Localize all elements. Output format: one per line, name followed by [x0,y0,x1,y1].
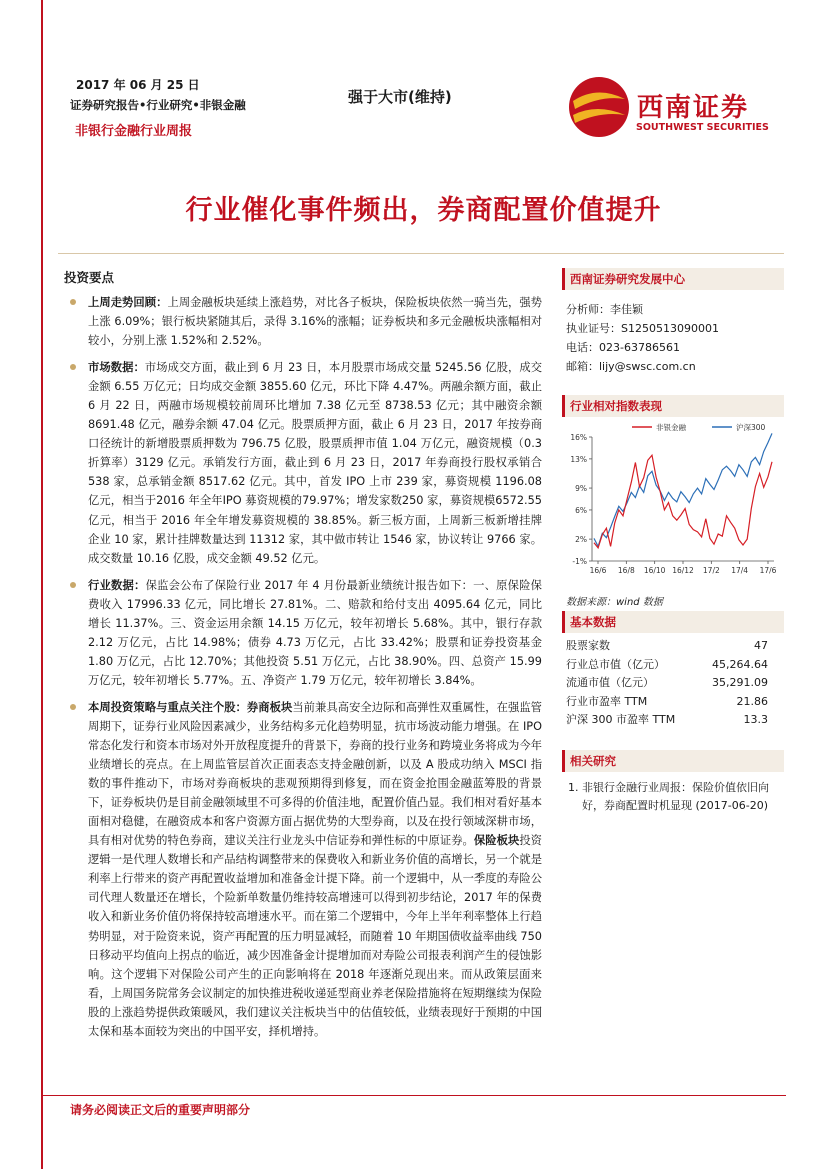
disclaimer-notice: 请务必阅读正文后的重要声明部分 [70,1103,251,1117]
x-tick-label: 17/2 [702,566,720,575]
basic-data-value: 35,291.09 [712,676,768,689]
basic-data-key: 流通市值（亿元） [566,676,654,689]
report-title: 行业催化事件频出，券商配置价值提升 [185,195,662,226]
chart-source: 数据来源：wind 数据 [566,597,663,608]
southwest-securities-logo-icon [567,75,631,139]
analyst-contact [562,300,784,376]
x-tick-label: 16/12 [672,566,694,575]
investment-highlights [64,268,542,1049]
basic-data-row [562,637,784,656]
basic-data-key: 沪深 300 市盈率 TTM [566,713,676,726]
left-red-rule [41,0,43,1169]
bullet-text: 行业数据：保监会公布了保险行业 2017 年 4 月份最新业绩统计报告如下：一、原保险保费收入 17996.33 亿元，同比增长 27.81%。二、赔款和给付支出 4095.64 亿元，同比增长 11.37%。三、资金运用余额 14.15 万亿元，较年初增长 5.68%。其中，银行存款 2.12 万亿元，占比 14.98%；债券 4.73 万亿元，占比 33.42%；股票和证券投资基金 1.80 万亿元，占比 12.70%；其他投资 5.51 万亿元，占比 38.90%。四、总资产 15.99 万亿元，较年初增长 5.77%。五、净资产 1.79 万亿元，较年初增长 3.84%。 [88,578,542,687]
industry-rating: 强于大市(维持) [348,88,452,106]
brand-name-cn: 西南证券 [637,93,750,123]
series-line-沪深300 [594,433,772,546]
bullet-dot-icon [70,299,76,305]
basic-data-header: 基本数据 [562,611,784,633]
related-research-list [562,779,784,816]
bullet-text: 本周投资策略与重点关注个股：券商板块当前兼具高安全边际和高弹性双重属性，在强监管周期下，证券行业风险因素减少，业务结构多元化趋势明显，抗市场波动能力增强。在 IPO 常态化发行和资本市场对外开放程度提升的背景下，券商的投行业务和跨境业务将成为今年业绩增长的亮点。在上周监管层首次正面表态支持金融创新，以及 A 股成功纳入 MSCI 指数的事件推动下，市场对券商板块的悲观预期得到修复，而在资金抢围金融蓝筹股的背景下，证券板块仍是目前金融领域里不可多得的价值洼地，配置价值凸显。我们相对看好基本面相对稳健，在融资成本和客户资源方面占据优势的大型券商，以及在投行领域深耕市场，具有相对优势的特色券商，建议关注行业龙头中信证券和弹性标的中原证券。保险板块投资逻辑一是代理人数增长和产品结构调整带来的保费收入和新业务价值的高增长，另一个就是利率上行带来的资产再配置收益增加和准备金计提下降。前一个逻辑中，从一季度的寿险公司代理人数量还在增长，个险新单数量仍维持较高增速可以得到初步结论，2017 年的保费收入和新业务价值仍将保持较高增速水平。而在第二个逻辑中，今年上半年利率整体上行趋势明显，对于险资来说，资产再配置的压力明显减轻，而随着 10 年期国债收益率曲线 750 日移动平均值向上拐点的临近，减少因准备金计提增加而对寿险公司报表利润产生的侵蚀影响。这个逻辑下对保险公司产生的正向影响将在 2018 年逐渐兑现出来。而从政策层面来看，上周国务院常务会议制定的加快推进税收递延型商业养老保险措施将在短期继续为保险股的上涨趋势提供政策暖风，我们建议关注板块当中的估值较低，业绩表现好于预期的中国太保和基本面较为突出的中国平安，择机增持。 [88,700,542,1038]
sidebar [562,268,784,816]
title-divider [58,253,784,254]
x-tick-label: 16/6 [589,566,607,575]
license-line: 执业证号：S1250513090001 [566,322,719,335]
phone-line: 电话：023-63786561 [566,341,680,354]
related-research-header: 相关研究 [562,750,784,772]
weekly-name: 非银行金融行业周报 [75,124,193,139]
basic-data-key: 行业总市值（亿元） [566,657,665,671]
section-title: 投资要点 [64,270,115,285]
y-tick-label: 6% [575,505,587,515]
bullet-weekly-review [64,293,542,350]
basic-data-key: 股票家数 [566,639,610,652]
relative-index-chart [562,419,784,589]
legend-label: 非银金融 [656,423,686,432]
bullet-strategy [64,698,542,1041]
y-tick-label: 2% [575,535,587,545]
series-line-非银金融 [594,455,772,548]
report-type: 证券研究报告•行业研究•非银金融 [70,98,246,112]
x-tick-label: 16/8 [617,566,635,575]
email-line[interactable]: 邮箱：lijy@swsc.com.cn [566,360,696,373]
bullet-text: 市场数据：市场成交方面，截止到 6 月 23 日，本月股票市场成交量 5245.56 亿股，成交金额 6.55 万亿元；日均成交金额 3855.60 亿元，环比下降 4.47%。两融余额方面，截止 6 月 22 日，两融市场规模较前周环比增加 7.38 亿元至 8738.53 亿元；其中融资余额 8691.48 亿元，融券余额 47.04 亿元。股票质押方面，截止 6 月 23 日，2017 年按券商口径统计的新增股票质押数为 796.75 亿股，股票质押市值 1.04 万亿元，融资规模（0.3 折算率）3129 亿元。承销发行方面，截止到 6 月 23 日，2017 年券商投行股权承销合 538 家，总承销金额 8517.62 亿元。其中，首发 IPO 上市 239 家，募资规模 1196.08 亿元，相当于2016 年全年IPO 募资规模的79.97%；增发家数250 家，募资规模6572.55 亿元，相当于 2016 年全年增发募资规模的 38.85%。新三板方面，上周新三板新增挂牌企业 10 家，累计挂牌数量达到 11312 家，其中做市转让 1546 家，协议转让 9766 家。成交数量 10.16 亿股，成交金额 49.52 亿元。 [88,361,542,565]
research-center-header: 西南证券研究发展中心 [562,268,784,290]
legend-label: 沪深300 [736,423,766,432]
basic-data-value: 13.3 [743,713,768,726]
bullet-text: 上周走势回顾：上周金融板块延续上涨趋势，对比各子板块，保险板块依然一骑当先，强势上涨 6.09%；银行板块紧随其后，录得 3.16%的涨幅；证券板块和多元金融板块涨幅相对较小，分别上涨 1.52%和 2.52%。 [88,296,542,348]
x-tick-label: 17/6 [759,566,777,575]
bullet-market-data [64,358,542,568]
basic-data-value: 45,264.64 [712,657,768,671]
basic-data-row [562,674,784,693]
chart-header: 行业相对指数表现 [562,395,784,417]
x-tick-label: 17/4 [731,566,749,575]
analyst-line: 分析师：李佳颖 [566,303,643,316]
bullet-dot-icon [70,582,76,588]
basic-data-value: 21.86 [736,694,768,708]
basic-data-row [562,693,784,712]
related-research-item[interactable]: 1. 非银行金融行业周报：保险价值依旧向好，券商配置时机显现 (2017-06-20) [568,780,769,812]
basic-data-value: 47 [754,639,768,652]
bullet-dot-icon [70,704,76,710]
y-tick-label: 9% [575,484,587,494]
bullet-industry-data [64,576,542,690]
basic-data-table [562,637,784,730]
y-tick-label: -1% [572,557,587,566]
y-tick-label: 13% [570,454,587,464]
brand-name-en: SOUTHWEST SECURITIES [636,122,769,133]
report-date: 2017 年 06 月 25 日 [76,78,200,92]
y-tick-label: 16% [570,433,587,442]
x-tick-label: 16/10 [643,566,666,575]
basic-data-row [562,711,784,730]
footer-red-rule [41,1095,786,1096]
basic-data-row [562,656,784,675]
basic-data-key: 行业市盈率 TTM [566,694,648,708]
bullet-dot-icon [70,364,76,370]
